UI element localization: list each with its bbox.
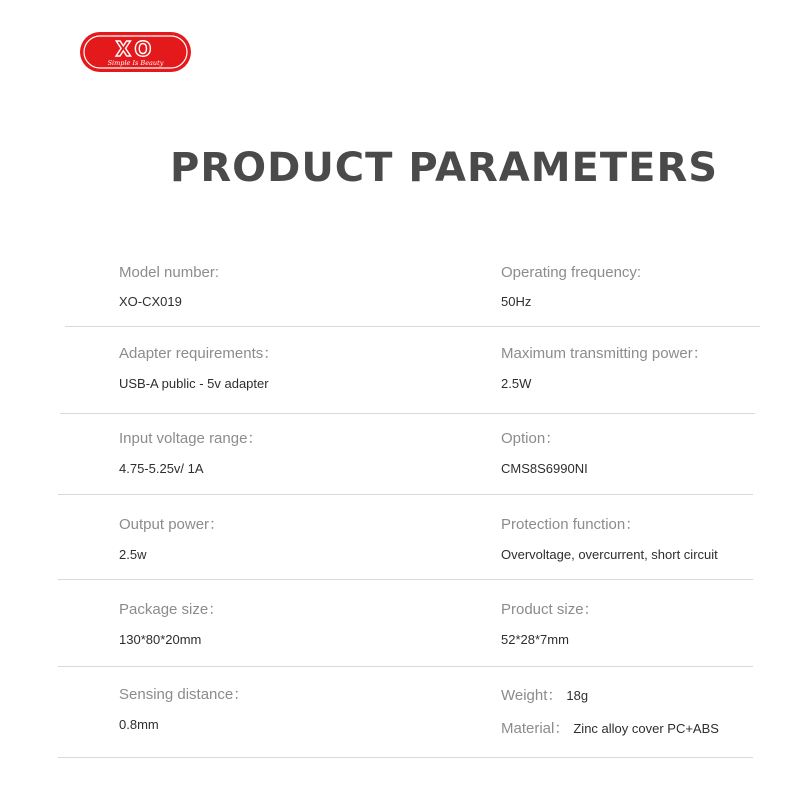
xo-brand-logo <box>79 31 192 73</box>
divider <box>58 494 753 495</box>
option-value: CMS8S6990NI <box>501 461 588 476</box>
input-voltage-range-value: 4.75-5.25v/ 1A <box>119 461 204 476</box>
weight-label: Weight： <box>501 687 563 704</box>
package-size-value: 130*80*20mm <box>119 632 202 647</box>
option-label: Option： <box>501 430 561 447</box>
sensing-distance-value: 0.8mm <box>119 717 159 732</box>
protection-function-label: Protection function： <box>501 516 641 533</box>
logo-tagline: Simple Is Beauty <box>107 59 164 67</box>
model-number-value: XO-CX019 <box>119 294 182 309</box>
weight-row <box>501 688 588 703</box>
max-transmitting-power-value: 2.5W <box>501 376 532 391</box>
package-size-label: Package size： <box>119 601 224 618</box>
operating-frequency-label: Operating frequency: <box>501 264 642 281</box>
sensing-distance-label: Sensing distance： <box>119 686 249 703</box>
product-size-label: Product size： <box>501 601 599 618</box>
max-transmitting-power-label: Maximum transmitting power： <box>501 345 708 362</box>
material-row <box>501 721 719 736</box>
product-size-value: 52*28*7mm <box>501 632 569 647</box>
page-title: PRODUCT PARAMETERS <box>170 145 719 191</box>
material-value: Zinc alloy cover PC+ABS <box>573 721 719 736</box>
divider <box>60 413 755 414</box>
input-voltage-range-label: Input voltage range： <box>119 430 263 447</box>
adapter-requirements-label: Adapter requirements： <box>119 345 279 362</box>
output-power-value: 2.5w <box>119 547 147 562</box>
logo-text: XO <box>115 37 156 61</box>
operating-frequency-value: 50Hz <box>501 294 532 309</box>
divider <box>65 326 760 327</box>
weight-value: 18g <box>566 688 589 703</box>
adapter-requirements-value: USB-A public - 5v adapter <box>119 376 269 391</box>
divider <box>58 579 753 580</box>
divider <box>58 666 753 667</box>
output-power-label: Output power： <box>119 516 225 533</box>
material-label: Material： <box>501 720 570 737</box>
divider <box>58 757 753 758</box>
model-number-label: Model number: <box>119 264 220 281</box>
protection-function-value: Overvoltage, overcurrent, short circuit <box>501 547 718 562</box>
